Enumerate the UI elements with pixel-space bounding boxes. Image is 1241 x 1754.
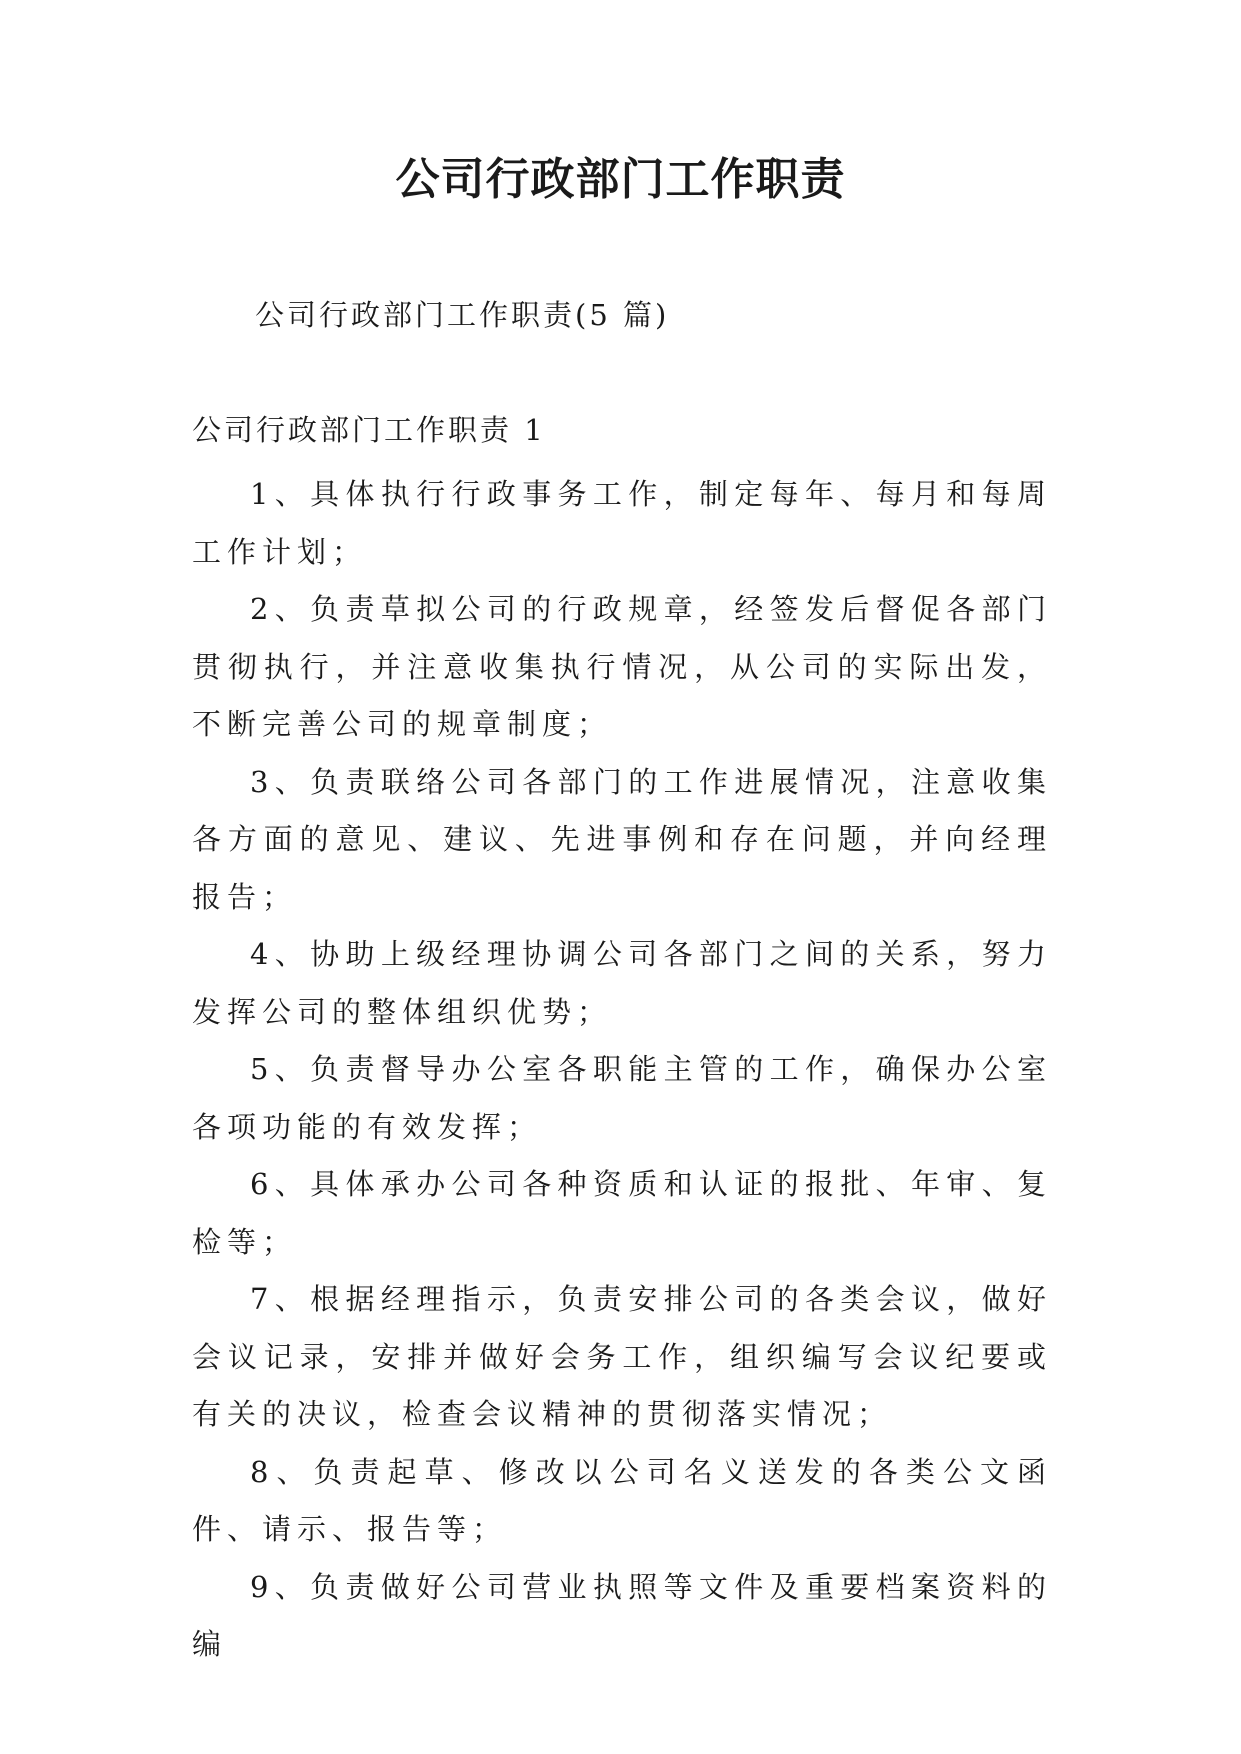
duty-item-6: 6、具体承办公司各种资质和认证的报批、年审、复检等； (192, 1167, 1052, 1259)
duty-item-2: 2、负责草拟公司的行政规章，经签发后督促各部门贯彻执行，并注意收集执行情况，从公司的实际出发，不断完善公司的规章制度； (192, 592, 1052, 741)
section-heading: 公司行政部门工作职责 1 (192, 413, 546, 447)
duty-item-8: 8、负责起草、修改以公司名义送发的各类公文函件、请示、报告等； (192, 1454, 1052, 1546)
duty-item-4: 4、协助上级经理协调公司各部门之间的关系，努力发挥公司的整体组织优势； (192, 937, 1052, 1029)
duty-item-5: 5、负责督导办公室各职能主管的工作，确保办公室各项功能的有效发挥； (192, 1052, 1052, 1144)
duty-item-9: 9、负责做好公司营业执照等文件及重要档案资料的编 (192, 1569, 1052, 1661)
document-subtitle: 公司行政部门工作职责(5 篇) (255, 298, 670, 332)
duty-item-7: 7、根据经理指示，负责安排公司的各类会议，做好会议记录，安排并做好会务工作，组织编写会议纪要或有关的决议，检查会议精神的贯彻落实情况； (192, 1282, 1052, 1431)
duty-item-1: 1、具体执行行政事务工作，制定每年、每月和每周工作计划； (192, 477, 1052, 569)
duty-item-3: 3、负责联络公司各部门的工作进展情况，注意收集各方面的意见、建议、先进事例和存在问题，并向经理报告； (192, 764, 1052, 914)
document-title: 公司行政部门工作职责 (395, 154, 846, 205)
duty-list (192, 466, 1052, 1674)
